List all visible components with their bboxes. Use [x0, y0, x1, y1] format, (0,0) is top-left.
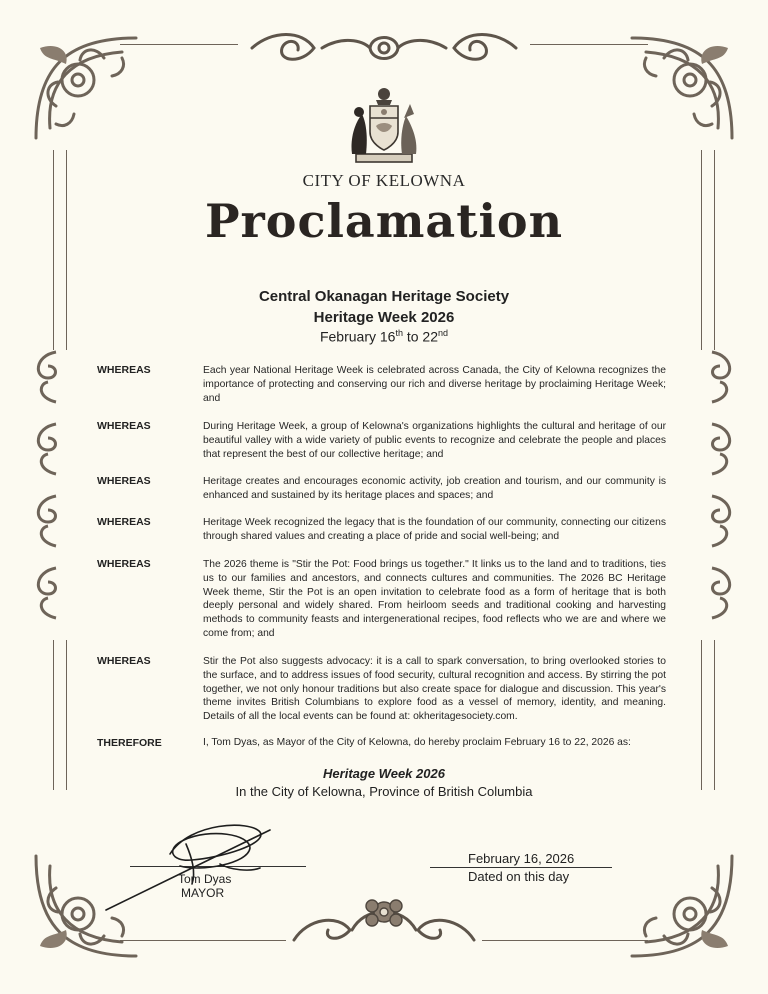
clause-text: Stir the Pot also suggests advocacy: it is a call to spark conversation, to bring overlooked stories to the surface, and to address issues of food security, cultural recognition and access. By stirring the pot together, we not only honour traditions but also create space for dialogue and discussion. This year's theme invites British Columbians to explore food as a vessel of memory, identity, and meaning. Details of all the local events can be found at: okheritagesociety.com. [203, 656, 666, 723]
date-end-suffix: nd [438, 328, 449, 338]
therefore-keyword: THEREFORE [97, 737, 162, 749]
clause-keyword: WHEREAS [97, 364, 151, 376]
side-scroll-left-1-icon [30, 348, 64, 406]
side-scroll-left-4-icon [30, 564, 64, 622]
corner-ornament-top-left-icon [26, 28, 144, 146]
date-line [430, 867, 612, 868]
clause-keyword: WHEREAS [97, 558, 151, 570]
organization-name: Central Okanagan Heritage Society [258, 288, 510, 305]
clause-text: Each year National Heritage Week is celebrated across Canada, the City of Kelowna recognizes the importance of protecting and conserving our rich and diverse heritage by proclaiming Heritage Week; and [203, 365, 666, 404]
city-name: CITY OF KELOWNA [302, 171, 466, 190]
proclaimed-location: In the City of Kelowna, Province of British Columbia [235, 784, 533, 799]
bottom-flourish-ornament-icon [288, 896, 480, 952]
event-name: Heritage Week 2026 [313, 309, 455, 326]
clause-text: Heritage creates and encourages economic activity, job creation and tourism, and our community is enhanced and sustained by its heritage places and spaces; and [203, 476, 666, 501]
proclaimed-event: Heritage Week 2026 [323, 766, 445, 781]
corner-ornament-top-right-icon [624, 28, 742, 146]
clause-keyword: WHEREAS [97, 475, 151, 487]
therefore-text: I, Tom Dyas, as Mayor of the City of Kelowna, do hereby proclaim February 16 to 22, 2026 as: [203, 737, 631, 748]
clause-text: During Heritage Week, a group of Kelowna's organizations highlights the cultural and heritage of our beautiful valley with a wide variety of public events to recognize and celebrate the people and places that represent the best of our collective heritage; and [203, 421, 666, 460]
top-flourish-ornament-icon [242, 26, 526, 70]
mayor-title: MAYOR [181, 886, 225, 900]
clause-keyword: WHEREAS [97, 516, 151, 528]
mayor-name: Tom Dyas [178, 872, 232, 886]
side-scroll-right-3-icon [704, 492, 738, 550]
city-coat-of-arms-icon [346, 84, 422, 166]
date-start: February 16 [319, 328, 396, 345]
side-scroll-right-1-icon [704, 348, 738, 406]
corner-ornament-bottom-right-icon [624, 848, 742, 966]
clause-keyword: WHEREAS [97, 655, 151, 667]
date-end: to 22 [402, 328, 438, 345]
side-scroll-left-2-icon [30, 420, 64, 478]
frame-bottom-left-line [120, 940, 286, 941]
side-scroll-right-4-icon [704, 564, 738, 622]
document-title: Proclamation [204, 194, 564, 248]
proclamation-date: February 16, 2026 [468, 851, 575, 866]
event-dates [0, 328, 768, 345]
side-scroll-left-3-icon [30, 492, 64, 550]
clause-text: Heritage Week recognized the legacy that is the foundation of our community, connecting our citizens through shared values and creating a place of pride and social well-being; and [203, 517, 666, 542]
date-start-suffix: th [395, 328, 403, 338]
side-scroll-right-2-icon [704, 420, 738, 478]
clause-keyword: WHEREAS [97, 420, 151, 432]
dated-label: Dated on this day [468, 869, 570, 884]
clause-text: The 2026 theme is "Stir the Pot: Food brings us together." It links us to the land and to traditions, ties us to our families and ancestors, and connects cultures and communities. The 2026 BC Heritage Week theme, Stir the Pot is an open invitation to celebrate food as a form of heritage that is both deeply personal and widely shared. From heirloom seeds and traditional cooking and harvesting methods to community feasts and intergenerational recipes, food reflects who we are and where we come from; and [203, 559, 666, 639]
